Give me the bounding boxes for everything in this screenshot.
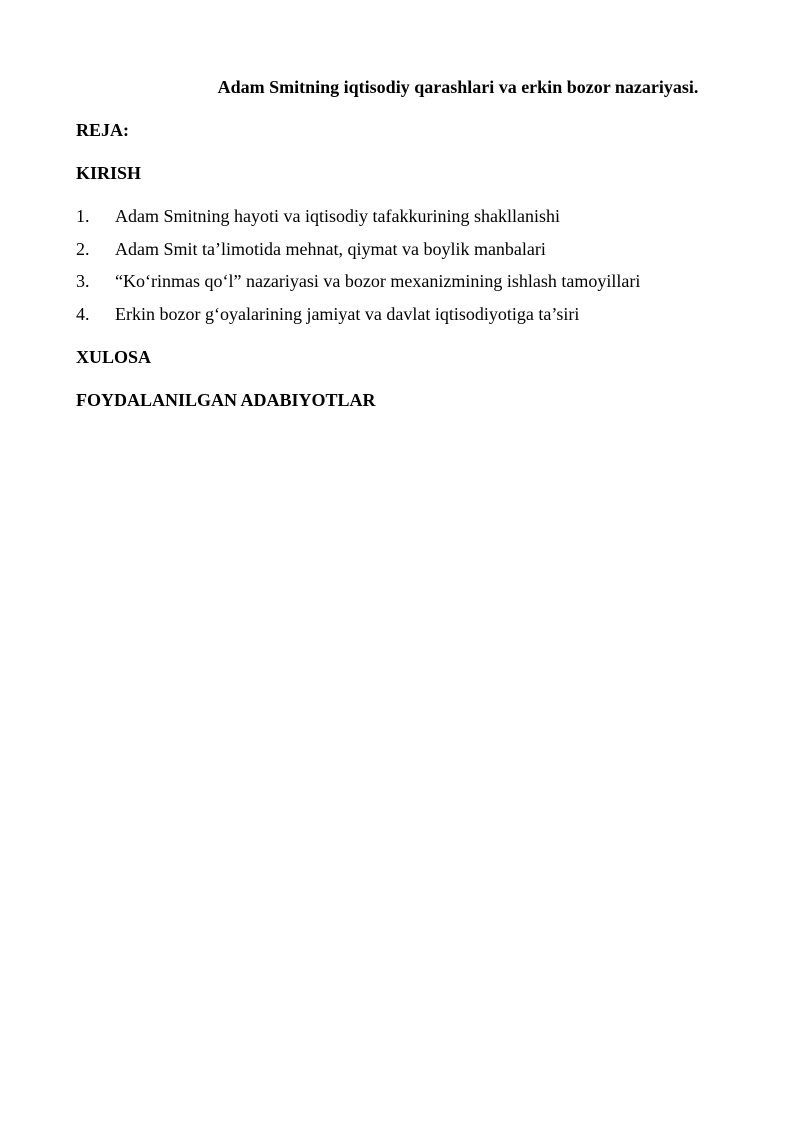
list-item xyxy=(76,302,640,335)
list-item-text: Adam Smitning hayoti va iqtisodiy tafakkurining shakllanishi xyxy=(115,206,560,226)
list-item-text: “Ko‘rinmas qo‘l” nazariyasi va bozor mexanizmining ishlash tamoyillari xyxy=(115,271,641,291)
plan-heading: REJA: xyxy=(76,120,129,140)
list-item xyxy=(76,269,640,302)
list-item-number: 1. xyxy=(76,206,90,226)
list-item-number: 2. xyxy=(76,238,90,259)
list-item xyxy=(76,204,640,237)
list-item xyxy=(76,237,640,270)
conclusion-heading: XULOSA xyxy=(76,347,152,367)
document-title: Adam Smitning iqtisodiy qarashlari va erkin bozor nazariyasi. xyxy=(217,77,699,97)
list-item-text: Erkin bozor g‘oyalarining jamiyat va davlat iqtisodiyotiga ta’siri xyxy=(115,303,580,324)
list-item-number: 4. xyxy=(76,303,90,324)
references-heading: FOYDALANILGAN ADABIYOTLAR xyxy=(76,390,376,410)
list-item-text: Adam Smit ta’limotida mehnat, qiymat va boylik manbalari xyxy=(115,238,546,259)
plan-list xyxy=(76,204,640,334)
list-item-number: 3. xyxy=(76,271,90,291)
intro-heading: KIRISH xyxy=(76,163,142,183)
